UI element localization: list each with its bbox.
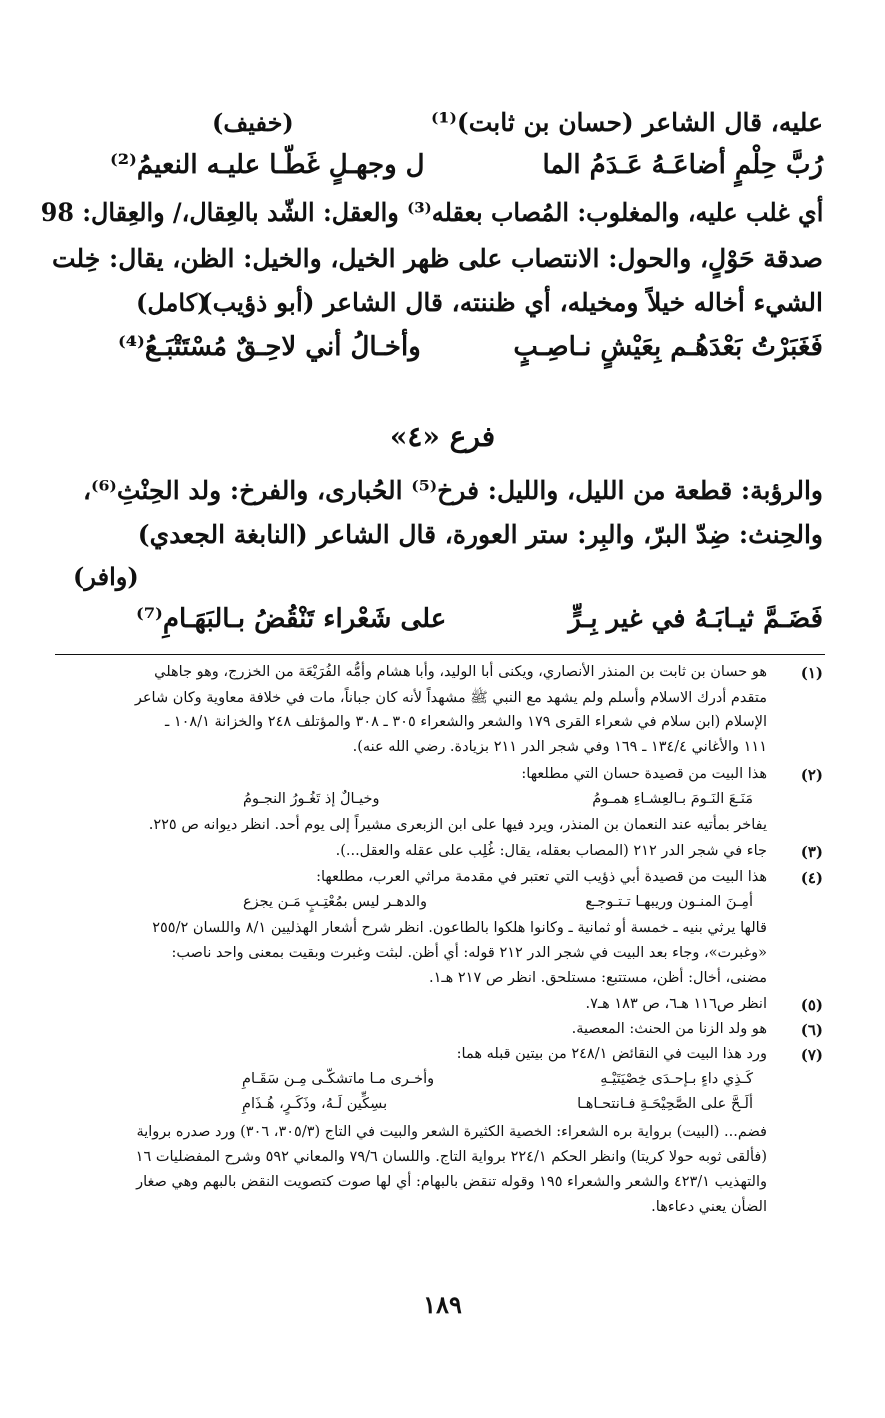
footnote-1-line-1: هو حسان بن ثابت بن المنذر الأنصاري، ويكنى أبا الوليد، وأبا هشام وأمُّه الفُرَيْعَة من الخزرج، وهو جاهلي bbox=[154, 664, 767, 680]
meter-label-wafir: (وافر) bbox=[73, 562, 139, 591]
footnote-4-verse-second: والدهـر ليس بمُعْتِـبٍ مَـن يجزع bbox=[243, 894, 428, 910]
footnote-number-3: (٣) bbox=[800, 843, 823, 861]
footnote-7-verse-2-first: ألَـحَّ على الصَّحِيْحَـةِ فـانتحـاهـا bbox=[577, 1096, 753, 1112]
main-line-6: والرؤبة: قطعة من الليل، والليل: فرخ⁽⁵⁾ الحُبارى، والفرخ: ولد الحِنْثِ⁽⁶⁾، bbox=[82, 476, 823, 505]
footnote-4-line-4: «وغبرت»، وجاء بعد البيت في شجر الدر ٢١٢ قوله: أي أظن. لبثت وغبرت وبقيت بمعنى واحد ناصب: bbox=[171, 945, 767, 961]
meter-label-kamil: (كامل) bbox=[136, 288, 209, 317]
main-line-7: والحِنث: ضِدّ البرّ، والبِر: ستر العورة، قال الشاعر (النابغة الجعدي) bbox=[137, 520, 823, 549]
footnote-2-line-1: هذا البيت من قصيدة حسان التي مطلعها: bbox=[521, 766, 767, 782]
footnote-7-verse-1-first: كَـذِي داءٍ بـإحـدَى خِصْيَتَيْـهِ bbox=[600, 1071, 753, 1087]
footnote-4-line-3: قالها يرثي بنيه ـ خمسة أو ثمانية ـ وكانوا هلكوا بالطاعون. انظر شرح أشعار الهذليين ٨/١ واللسان ٢٥٥/٢ bbox=[152, 920, 767, 936]
footnote-5-line-1: انظر ص١١٦ هـ٦، ص ١٨٣ هـ٧. bbox=[585, 996, 767, 1012]
footnote-number-7: (٧) bbox=[800, 1046, 823, 1064]
verse-2-second-hemistich: وأخـالُ أني لاحِـقٌ مُسْتَتْبَـعُ⁽⁴⁾ bbox=[118, 332, 421, 362]
footnote-number-2: (٢) bbox=[800, 766, 823, 784]
main-line-4: صدقة حَوْلٍ، والحول: الانتصاب على ظهر الخيل، والخيل: الظن، يقال: خِلت bbox=[52, 244, 823, 273]
verse-1-second-hemistich: ل وجهـلٍ غَطّـا عليـه النعيمُ⁽²⁾ bbox=[110, 150, 425, 180]
footnote-2-verse-second: وخيـالٌ إذ تَغُـورُ النجـومُ bbox=[243, 791, 380, 807]
footnote-3-line-1: جاء في شجر الدر ٢١٢ (المصاب بعقله، يقال: غُلِب على عقله والعقل...). bbox=[335, 843, 767, 859]
main-line-3: أي غلب عليه، والمغلوب: المُصاب بعقله⁽³⁾ والعقل: الشّد بالعِقال،/ والعِقال: 98 bbox=[40, 198, 823, 227]
footnote-7-line-1: ورد هذا البيت في النقائض ٢٤٨/١ من بيتين قبله هما: bbox=[456, 1046, 767, 1062]
footnote-number-4: (٤) bbox=[800, 869, 823, 887]
main-line-5: الشيء أخاله خيلاً ومخيله، أي ظننته، قال الشاعر (أبو ذؤيب) bbox=[200, 288, 823, 317]
footnote-number-1: (١) bbox=[800, 664, 823, 682]
footnote-1-line-4: ١١١ والأغاني ١٣٤/٤ ـ ١٦٩ وفي شجر الدر ٢١١ بزيادة. رضي الله عنه). bbox=[352, 739, 767, 755]
meter-label-khafif: (خفيف) bbox=[212, 108, 294, 137]
footnote-4-line-5: مضنى، أخال: أظن، مستتبع: مستلحق. انظر ص ٢١٧ هـ١. bbox=[428, 970, 767, 986]
verse-3-second-hemistich: على شَعْراء تَنْقُضُ بـالبَهَـامِ⁽⁷⁾ bbox=[136, 604, 447, 634]
footnote-4-verse-first: أمِـنَ المنـون وريبهـا تـتـوجـع bbox=[585, 894, 753, 910]
footnote-7-line-7: الضأن يعني دعاءها. bbox=[651, 1199, 767, 1215]
footnote-7-line-6: والتهذيب ٤٢٣/١ والشعر والشعراء ١٩٥ وقوله تنقض بالبهام: أي لها صوت كتصويت النقض بالبهم وهي صغار bbox=[136, 1174, 767, 1190]
footnote-7-line-4: فضم... (البيت) برواية بره الشعراء: الخصية الكثيرة الشعر والبيت في التاج (٣٠٥/٣، ٣٠٦) ورد صدره برواية bbox=[136, 1124, 767, 1140]
verse-3-first-hemistich: فَضَـمَّ ثيـابَـهُ في غير بِـرٍّ bbox=[568, 604, 823, 634]
footnote-7-line-5: (فألقى ثوبه حولا كريتا) وانظر الحكم ٢٢٤/١ برواية التاج. واللسان ٧٩/٦ والمعاني ٥٩٢ وشرح المفضليات ١٦ bbox=[135, 1149, 767, 1165]
footnote-7-verse-2-second: بسِكِّين لَـهُ، وذَكَـرٍ، هُـذَامِ bbox=[242, 1096, 388, 1112]
footnote-7-verse-1-second: وأخـرى مـا ماتشكّـى مِـن سَقَـامِ bbox=[242, 1071, 435, 1087]
main-line-1: عليه، قال الشاعر (حسان بن ثابت)⁽¹⁾ bbox=[431, 108, 823, 137]
footnote-1-line-3: الإسلام (ابن سلام في شعراء القرى ١٧٩ والشعر والشعراء ٣٠٥ ـ ٣٠٨ والمؤتلف ٢٤٨ والخزانة ١٠٨/١ ـ bbox=[165, 714, 767, 730]
verse-2-first-hemistich: فَغَبَرْتُ بَعْدَهُـم بِعَيْشٍ نـاصِـبٍ bbox=[513, 332, 823, 362]
footnote-6-line-1: هو ولد الزنا من الحنث: المعصية. bbox=[571, 1021, 767, 1037]
footnote-2-verse-first: مَنَـعَ النَـومَ بـالعِشـاءِ همـومُ bbox=[592, 791, 753, 807]
section-heading: فرع «٤» bbox=[389, 420, 496, 453]
page-number: ١٨٩ bbox=[423, 1290, 462, 1319]
footnote-number-6: (٦) bbox=[800, 1021, 823, 1039]
footnote-1-line-2: متقدم أدرك الاسلام وأسلم ولم يشهد مع النبي ﷺ مشهداً لأنه كان جباناً، مات في خلافة معاوية وكان شاعر bbox=[134, 690, 767, 706]
verse-1-first-hemistich: رُبَّ حِلْمٍ أضاعَـهُ عَـدَمُ الما bbox=[542, 150, 823, 180]
footnote-number-5: (٥) bbox=[800, 996, 823, 1014]
footnote-4-line-1: هذا البيت من قصيدة أبي ذؤيب التي تعتبر في مقدمة مراثي العرب، مطلعها: bbox=[316, 869, 767, 885]
footnote-divider bbox=[55, 654, 825, 655]
footnote-2-line-3: يفاخر بمأتيه عند النعمان بن المنذر، ويرد فيها على ابن الزبعرى مشيراً إلى يوم أحد. انظر ديوانه ص ٢٢٥. bbox=[148, 817, 767, 833]
